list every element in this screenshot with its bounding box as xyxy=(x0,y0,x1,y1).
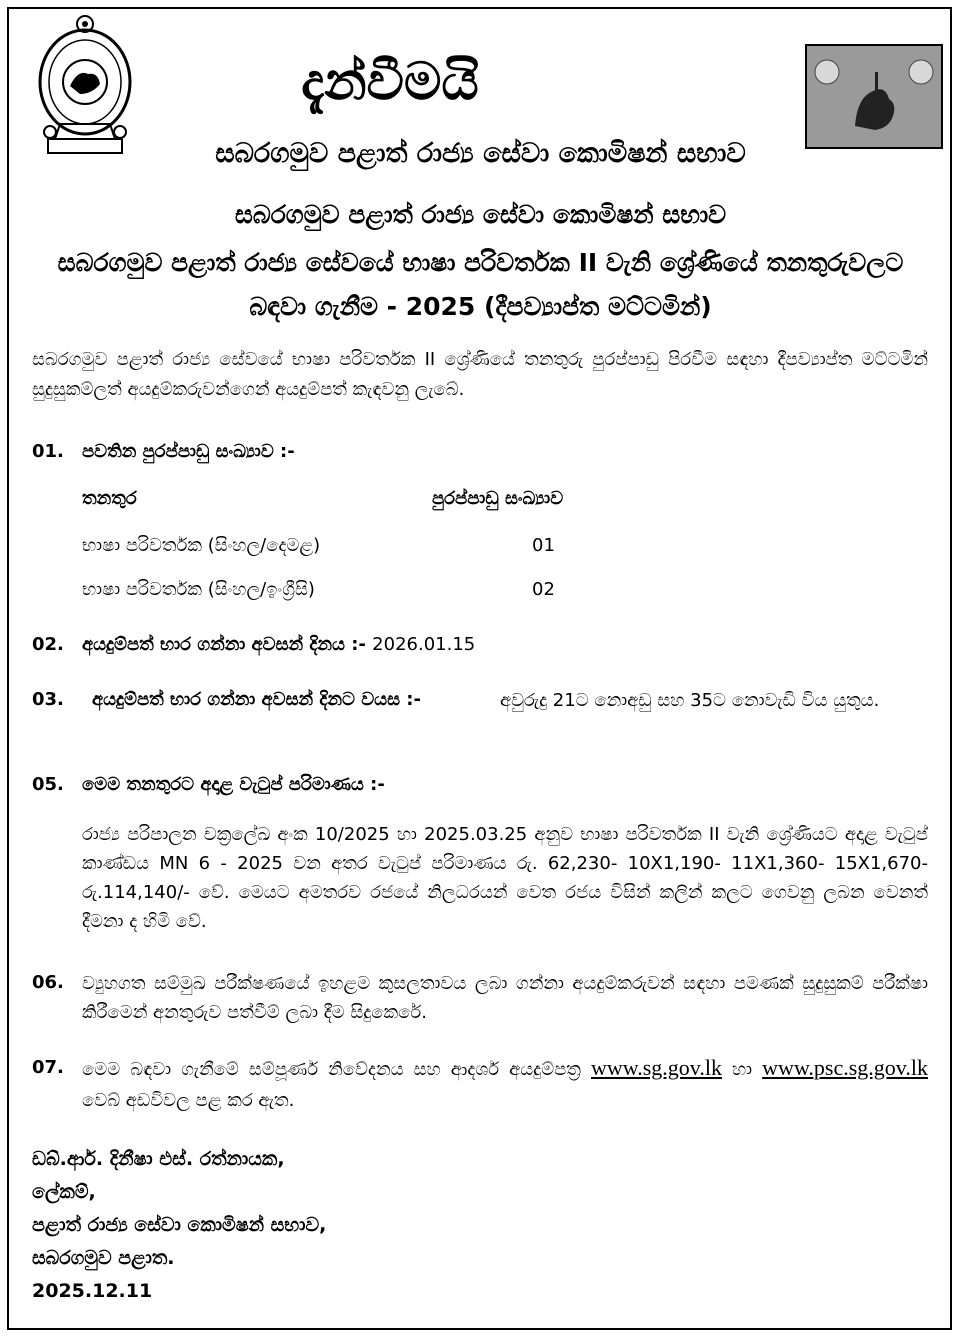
signatory-name: ඩබ්.ආර්. දිනීෂා එස්. රත්නායක, xyxy=(32,1148,285,1170)
table-row-1-post: භාෂා පරිවර්තක (සිංහල/දෙමළ) xyxy=(82,535,321,556)
website-link-sg[interactable]: www.sg.gov.lk xyxy=(590,1055,722,1080)
section-6-number: 06. xyxy=(32,972,64,993)
signatory-province: සබරගමුව පළාත. xyxy=(32,1247,175,1269)
section-2-line xyxy=(82,634,475,655)
salary-scale-text: රාජ්‍ය පරිපාලන චක්‍රලේඛ අංක 10/2025 හා 2025.03.25 අනුව භාෂා පරිවර්තක II වැනි ශ්‍රේණියට අදාළ වැටුප් කාණ්ඩය MN 6 - 2025 වන අතර වැටුප් පරිමාණය රු. 62,230- 10X1,190- 11X1,360- 15X1,670- රු.114,140/- වේ. මෙයට අමතරව රජයේ නිලධරයන් වෙත රජය විසින් කලින් කලට ගෙවනු ලබන වෙනත් දීමනා ද හිමි වේ. xyxy=(82,824,928,932)
section-3-number: 03. xyxy=(32,689,64,710)
interview-text: ව්‍යුහගත සම්මුඛ පරීක්ෂණයේ ඉහළම කුසලතාවය ලබා ගන්නා අයදුම්කරුවන් සඳහා පමණක් සුදුසුකම් පරීක්ෂා කිරීමෙන් අනතුරුව පත්වීම් ලබා දීම සිදුකෙරේ. xyxy=(82,973,928,1023)
organization-name: සබරගමුව පළාත් රාජ්‍ය සේවා කොමිෂන් සභාව xyxy=(215,138,746,169)
website-notice-text-b: හා xyxy=(732,1059,753,1080)
section-2-title: අයදුම්පත් භාර ගන්නා අවසන් දිනය :- xyxy=(82,634,366,655)
website-notice xyxy=(82,1052,928,1116)
section-2-number: 02. xyxy=(32,634,64,655)
section-1-number: 01. xyxy=(32,441,64,462)
table-row-2-count: 02 xyxy=(532,579,555,600)
signatory-role: ලේකම්, xyxy=(32,1181,96,1203)
section-7-number: 07. xyxy=(32,1057,64,1078)
table-row-1-count: 01 xyxy=(532,535,555,556)
table-header-count: පුරප්පාඩු සංඛ්‍යාව xyxy=(432,488,564,509)
section-5-title: මෙම තනතුරට අදාළ වැටුප් පරිමාණය :- xyxy=(82,774,385,795)
subject-line-1: සබරගමුව පළාත් රාජ්‍ය සේවයේ භාෂා පරිවර්තක II වැනි ශ්‍රේණියේ තනතුරුවලට xyxy=(57,248,904,277)
closing-date: 2026.01.15 xyxy=(372,634,476,655)
table-header-post: තනතුර xyxy=(82,488,137,509)
table-row-2-post: භාෂා පරිවර්තක (සිංහල/ඉංග්‍රීසි) xyxy=(82,579,315,600)
organization-name-repeat: සබරගමුව පළාත් රාජ්‍ය සේවා කොමිෂන් සභාව xyxy=(234,200,727,229)
page-title: දැන්වීමයි xyxy=(301,52,479,112)
subject-line-2: බඳවා ගැනීම - 2025 (දීපව්‍යාප්ත මට්ටමින්) xyxy=(249,292,712,321)
website-notice-text-c: වෙබ් අඩවිවල පළ කර ඇත. xyxy=(82,1090,295,1111)
website-notice-text-a: මෙම බඳවා ගැනීමේ සම්පූර්ණ නිවේදනය සහ ආදර්ශ අයදුම්පත්‍ර xyxy=(82,1059,581,1080)
section-5-number: 05. xyxy=(32,774,64,795)
provincial-flag-icon xyxy=(805,44,943,149)
section-3-title: අයදුම්පත් භාර ගන්නා අවසන් දිනට වයස :- xyxy=(92,689,421,710)
section-1-title: පවතින පුරප්පාඩු සංඛ්‍යාව :- xyxy=(82,441,295,462)
signature-block xyxy=(32,1143,326,1308)
notice-date: 2025.12.11 xyxy=(32,1280,153,1302)
signatory-office: පළාත් රාජ්‍ය සේවා කොමිෂන් සභාව, xyxy=(32,1214,327,1236)
age-requirement: අවුරුදු 21ට නොඅඩු සහ 35ට නොවැඩි විය යුතුය. xyxy=(500,690,880,711)
intro-paragraph: සබරගමුව පළාත් රාජ්‍ය සේවයේ භාෂා පරිවර්තක II ශ්‍රේණියේ තනතුරු පුරප්පාඩු පිරවීම සඳහා දීපව්‍යාප්ත මට්ටමින් සුදුසුකම්ලත් අයදුම්කරුවන්ගෙන් අයදුම්පත් කැඳවනු ලැබේ. xyxy=(32,349,928,400)
website-link-psc[interactable]: www.psc.sg.gov.lk xyxy=(762,1055,928,1080)
